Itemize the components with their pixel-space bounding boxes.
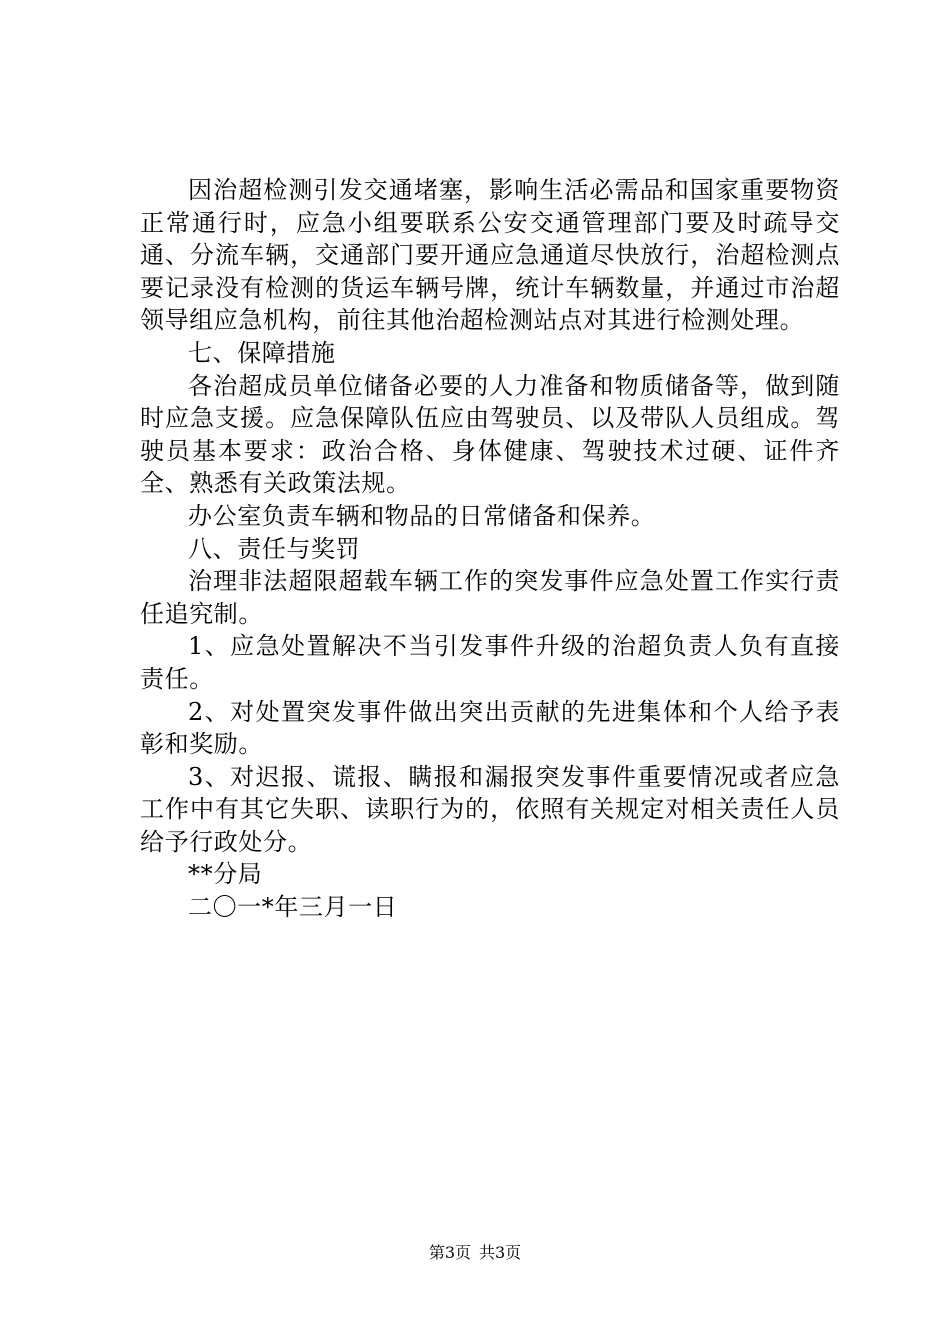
list-item-2: 2、对处置突发事件做出突出贡献的先进集体和个人给予表彰和奖励。: [140, 697, 840, 759]
page-total: 共3页: [479, 1243, 522, 1262]
page-footer: [0, 1243, 950, 1263]
list-item-3: 3、对迟报、谎报、瞒报和漏报突发事件重要情况或者应急工作中有其它失职、读职行为的，依照有关规定对相关责任人员给予行政处分。: [140, 762, 840, 856]
paragraph-safeguard-measures: 各治超成员单位储备必要的人力准备和物质储备等，做到随时应急支援。应急保障队伍应由驾驶员、以及带队人员组成。驾驶员基本要求：政治合格、身体健康、驾驶技术过硬、证件齐全、熟悉有关政策法规。: [140, 371, 840, 498]
paragraph-accountability: 治理非法超限超载车辆工作的突发事件应急处置工作实行责任追究制。: [140, 567, 840, 628]
paragraph-traffic-congestion: 因治超检测引发交通堵塞，影响生活必需品和国家重要物资正常通行时，应急小组要联系公安交通管理部门要及时疏导交通、分流车辆，交通部门要开通应急通道尽快放行，治超检测点要记录没有检测的货运车辆号牌，统计车辆数量，并通过市治超领导组应急机构，前往其他治超检测站点对其进行检测处理。: [140, 176, 840, 335]
signature-date: 二〇一*年三月一日: [188, 893, 398, 922]
paragraph-office-duty: 办公室负责车辆和物品的日常储备和保养。: [188, 501, 656, 530]
section-heading-safeguards: 七、保障措施: [188, 338, 336, 367]
list-item-1: 1、应急处置解决不当引发事件升级的治超负责人负有直接责任。: [140, 632, 840, 693]
signature-organization: **分局: [188, 860, 263, 889]
document-body: [140, 174, 840, 924]
section-heading-responsibility: 八、责任与奖罚: [188, 534, 361, 563]
page-number: 第3页: [428, 1243, 471, 1262]
